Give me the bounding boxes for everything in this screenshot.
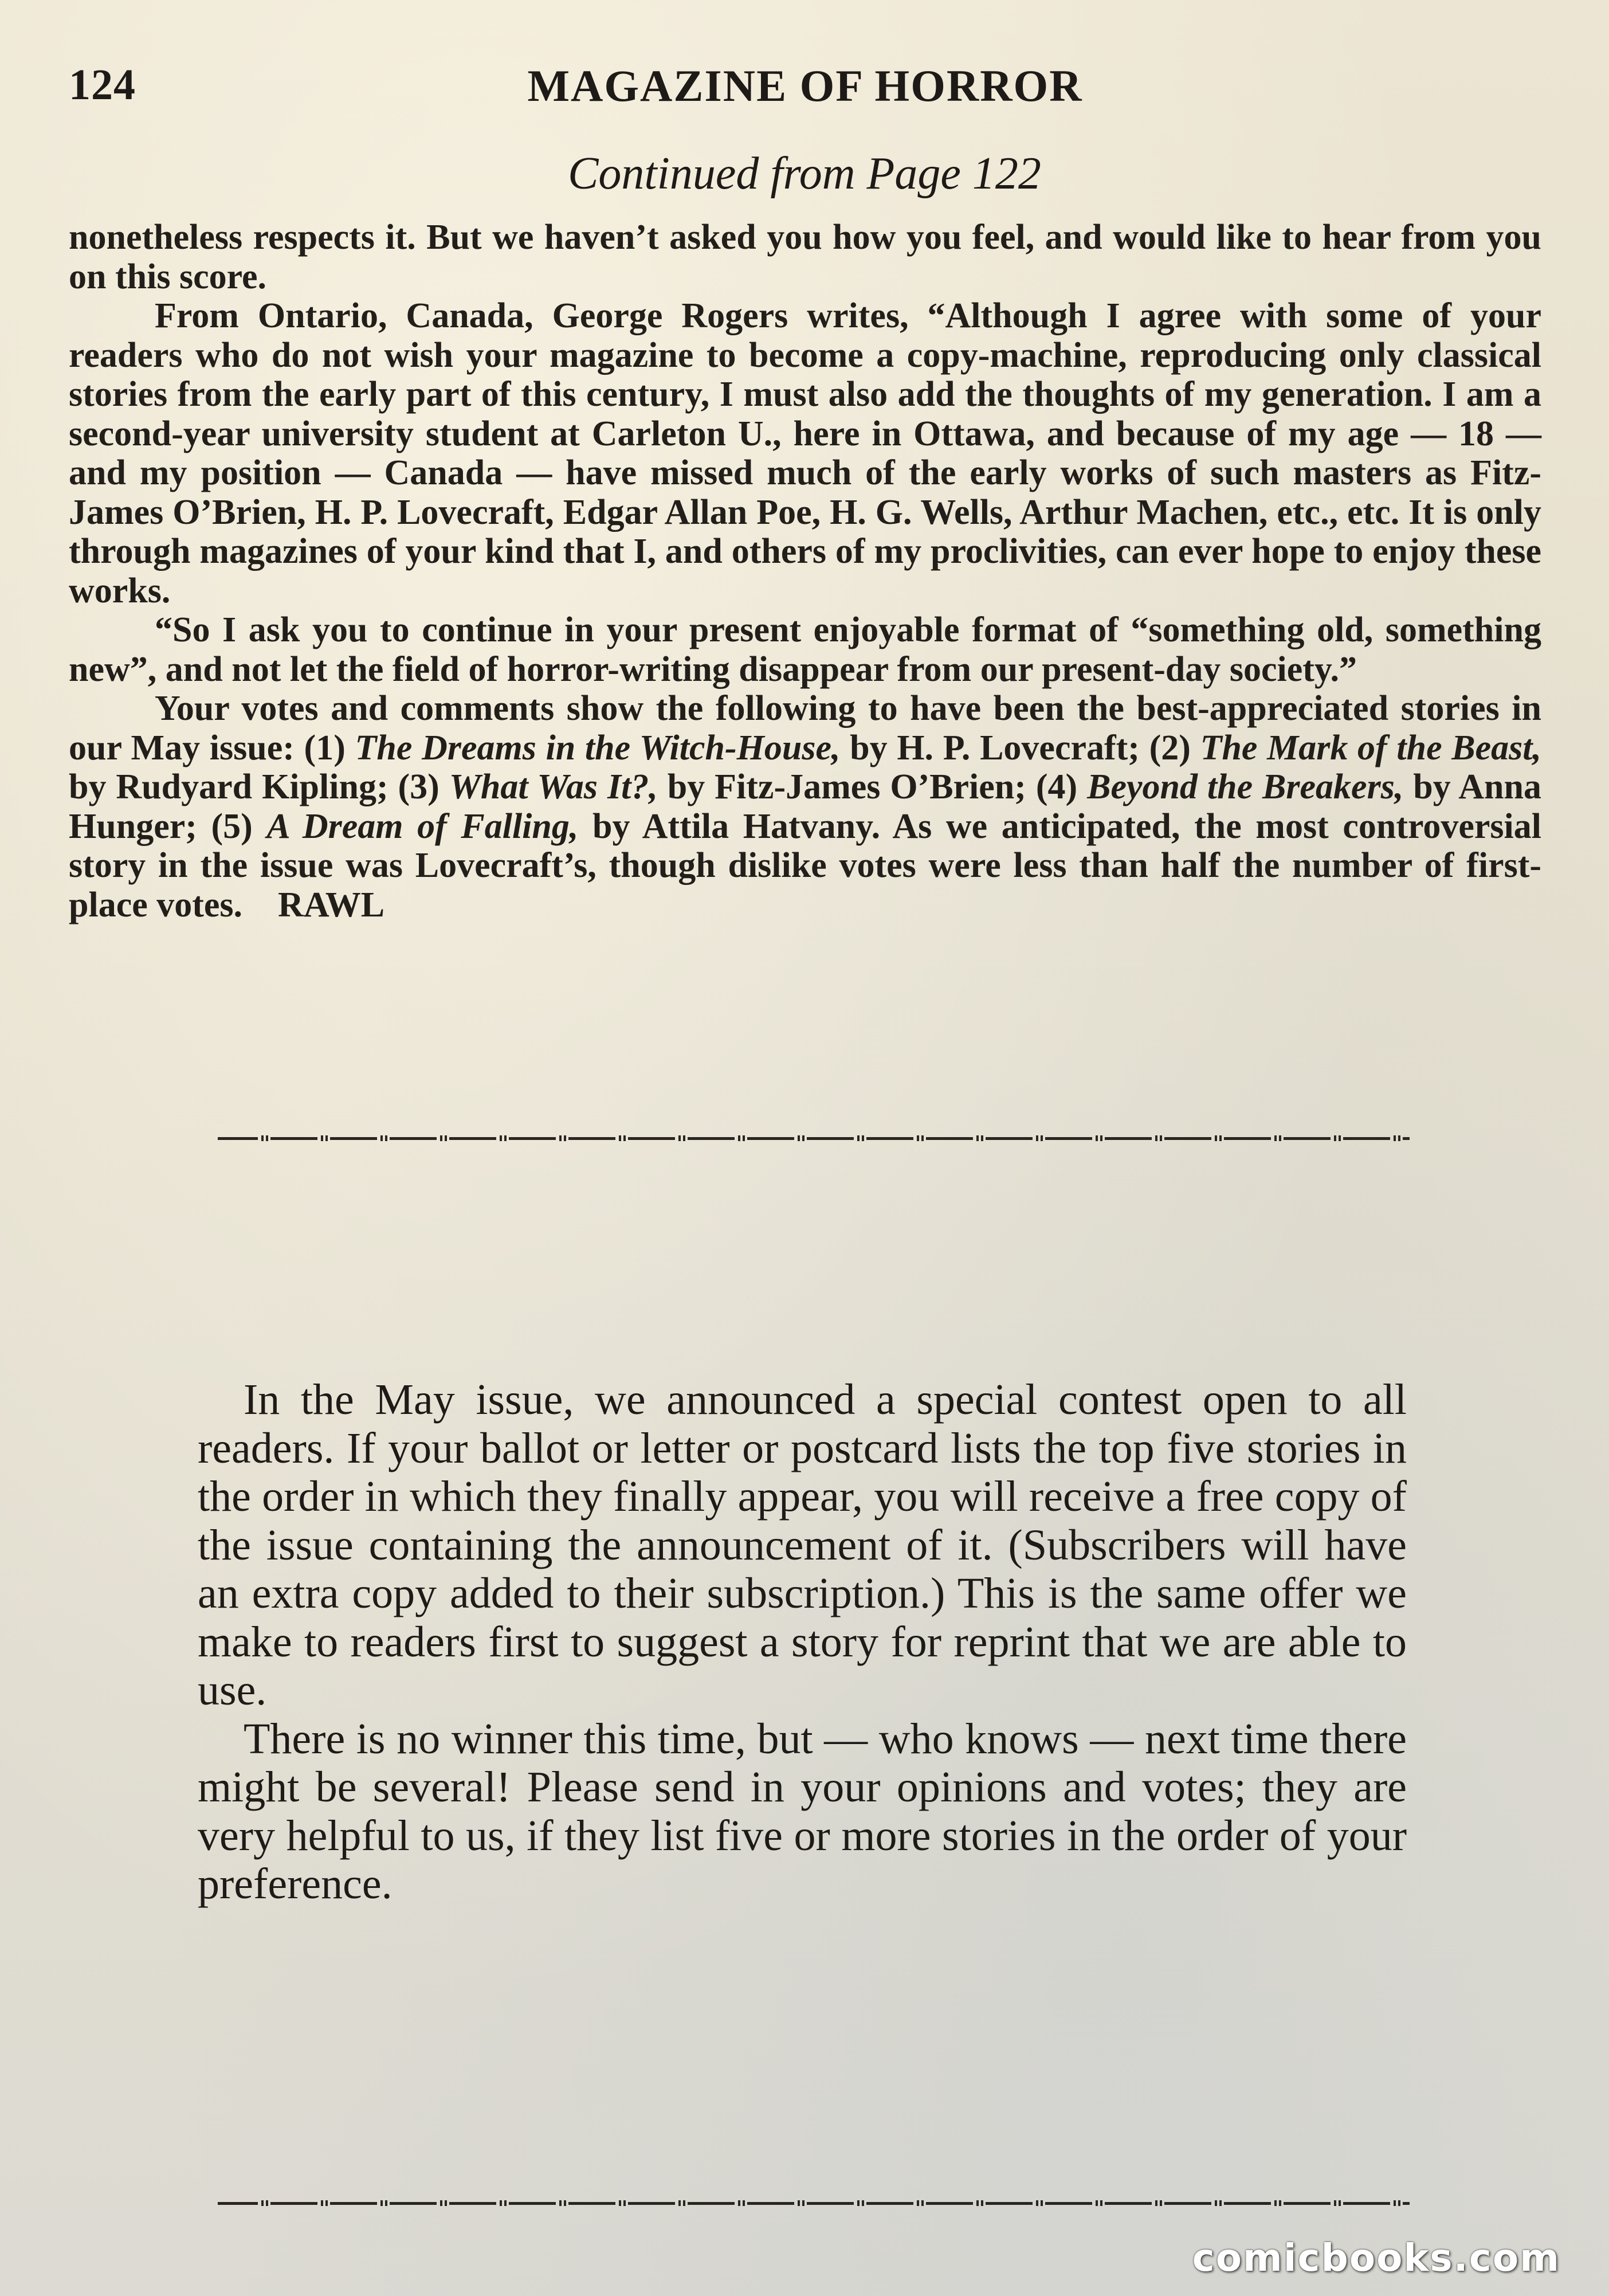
votes-text: by Anna Hunger; (5) (69, 767, 1541, 846)
ornamental-rule-graphic (218, 2200, 1410, 2207)
editor-signature: RAWL (278, 885, 385, 924)
ornamental-rule-bottom (218, 2200, 1410, 2207)
contest-paragraph: There is no winner this time, but — who knows — next time there might be several! Please send in your opinions and votes; they are very helpful to us, if they list five or more stories in the order of your preference. (198, 1714, 1407, 1908)
story-title: What Was It?, (449, 767, 658, 806)
letters-paragraph: nonetheless respects it. But we haven’t asked you how you feel, and would like to hear from you on this score. (69, 218, 1541, 296)
contest-announcement (198, 1376, 1407, 1909)
letters-paragraph: From Ontario, Canada, George Rogers writes, “Although I agree with some of your readers who do not wish your magazine to become a copy-machine, reproducing only classical stories from the early part of this century, I must also add the thoughts of my generation. I am a second-year university student at Carleton U., here in Ottawa, and because of my age — 18 — and my position — Canada — have missed much of the early works of such masters as Fitz-James O’Brien, H. P. Lovecraft, Edgar Allan Poe, H. G. Wells, Arthur Machen, etc., etc. It is only through magazines of your kind that I, and others of my proclivities, can ever hope to enjoy these works. (69, 296, 1541, 610)
letters-paragraph: “So I ask you to continue in your present enjoyable format of “something old, something new”, and not let the field of horror-writing disappear from our present-day society.” (69, 610, 1541, 689)
votes-text: by H. P. Lovecraft; (2) (840, 728, 1200, 767)
magazine-title: MAGAZINE OF HORROR (527, 61, 1083, 111)
votes-text: by Rudyard Kipling; (3) (69, 767, 449, 806)
votes-text: by Attila Hatvany. As we anticipated, the most controversial story in the issue was Lovecraft’s, though dislike votes were less than half the number of first-place votes. (69, 806, 1541, 924)
letters-column (69, 218, 1541, 924)
votes-text: by Fitz-James O’Brien; (4) (657, 767, 1088, 806)
story-title: A Dream of Falling, (266, 806, 579, 846)
story-title: The Mark of the Beast, (1200, 728, 1542, 767)
ornamental-rule-top (218, 1135, 1410, 1142)
votes-paragraph (69, 689, 1541, 924)
story-title: The Dreams in the Witch-House, (355, 728, 841, 767)
contest-paragraph: In the May issue, we announced a special contest open to all readers. If your ballot or letter or postcard lists the top five stories in the order in which they finally appear, you will receive a free copy of the issue containing the announcement of it. (Subscribers will have an extra copy added to their subscription.) This is the same offer we make to readers first to suggest a story for reprint that we are able to use. (198, 1376, 1407, 1714)
votes-text: Your votes and comments show the following to have been the best-appreciated stories in our May issue: (1) (69, 689, 1541, 767)
story-title: Beyond the Breakers, (1087, 767, 1404, 806)
page-header (69, 60, 1541, 117)
site-watermark: comicbooks.com (1192, 2236, 1560, 2280)
ornamental-rule-graphic (218, 1135, 1410, 1142)
continued-note: Continued from Page 122 (568, 148, 1041, 199)
page-number: 124 (69, 61, 136, 109)
